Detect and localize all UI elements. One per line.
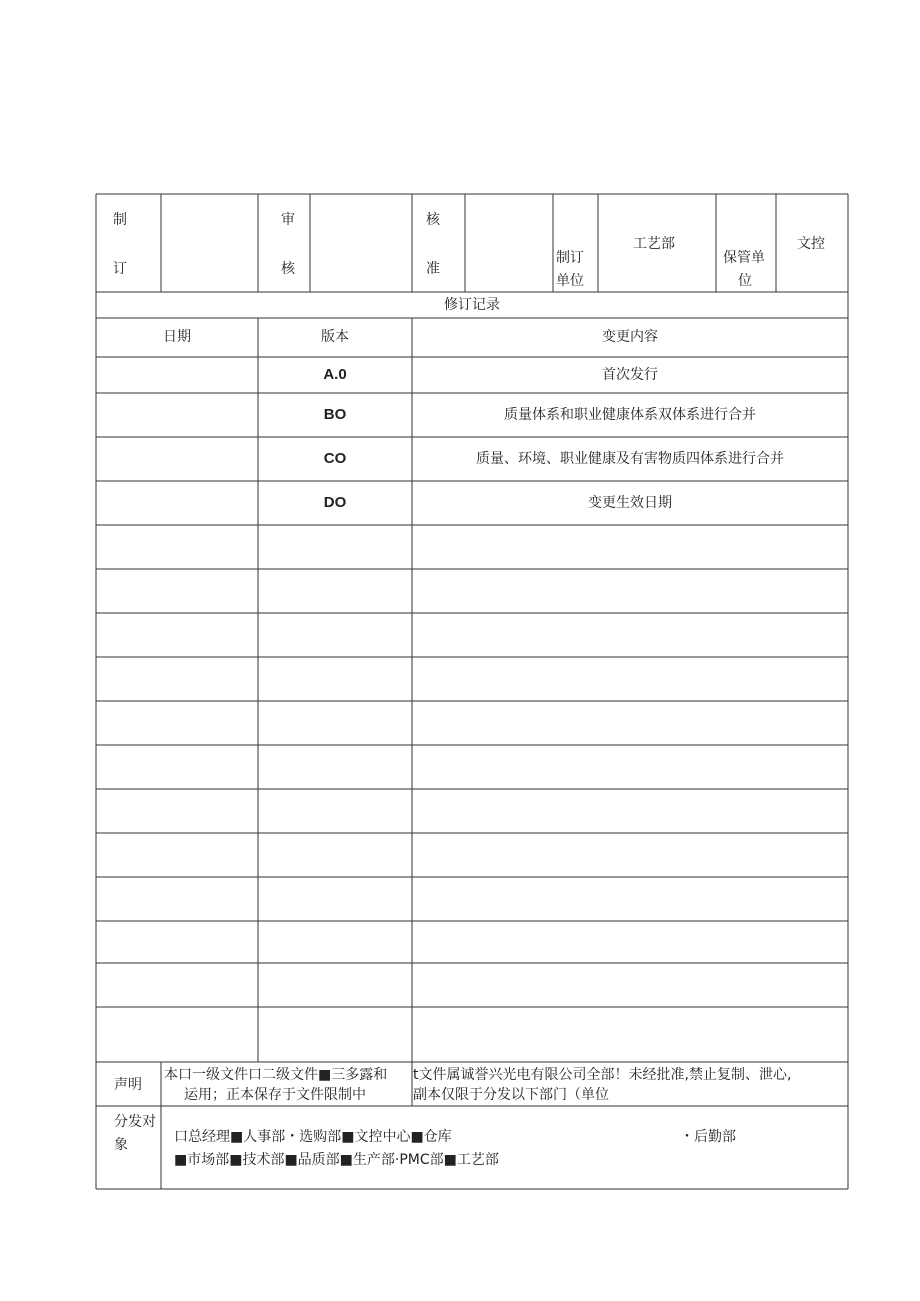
- row-4-version: DO: [323, 494, 347, 511]
- row-4-content: 变更生效日期: [588, 495, 672, 511]
- header-shen: 审: [281, 212, 295, 228]
- statement-line2-left: 运用；正本保存于文件限制中: [184, 1087, 366, 1103]
- distribution-label-2: 象: [114, 1137, 128, 1153]
- header-zhi: 制: [113, 212, 127, 228]
- unit-value: 工艺部: [633, 236, 675, 252]
- statement-label: 声明: [114, 1077, 142, 1093]
- unit-label-1: 制订: [556, 250, 584, 266]
- header-he2: 核: [426, 212, 440, 228]
- statement-line2-right: 副本仅限于分发以下部门（单位: [413, 1087, 609, 1103]
- col-version-header: 版本: [321, 329, 349, 345]
- header-ding: 订: [113, 261, 127, 277]
- row-2-version: BO: [323, 406, 347, 423]
- unit-label-2: 单位: [556, 273, 584, 289]
- row-3-content: 质量、环境、职业健康及有害物质四体系进行合并: [476, 451, 784, 467]
- keeper-label-2: 位: [738, 273, 752, 289]
- statement-line1-left: 本口一级文件口二级文件■三多露和: [164, 1067, 388, 1083]
- distribution-line1-right: ・后勤部: [680, 1129, 736, 1145]
- row-1-content: 首次发行: [602, 367, 658, 383]
- keeper-value: 文控: [797, 236, 825, 252]
- distribution-line2: ■市场部■技术部■品质部■生产部·PMC部■工艺部: [174, 1152, 499, 1168]
- row-3-version: CO: [323, 450, 347, 467]
- revision-title: 修订记录: [444, 297, 500, 313]
- row-1-version: A.0: [323, 366, 347, 383]
- header-he: 核: [281, 261, 295, 277]
- col-date-header: 日期: [163, 329, 191, 345]
- row-2-content: 质量体系和职业健康体系双体系进行合并: [504, 407, 756, 423]
- col-content-header: 变更内容: [602, 329, 658, 345]
- statement-line1-right: t文件属诚誉兴光电有限公司全部！未经批准,禁止复制、泄心,: [413, 1067, 792, 1083]
- distribution-label-1: 分发对: [114, 1114, 156, 1130]
- distribution-line1: 口总经理■人事部・选购部■文控中心■仓库: [174, 1129, 452, 1145]
- keeper-label-1: 保管单: [723, 250, 765, 266]
- header-zhun: 准: [426, 261, 440, 277]
